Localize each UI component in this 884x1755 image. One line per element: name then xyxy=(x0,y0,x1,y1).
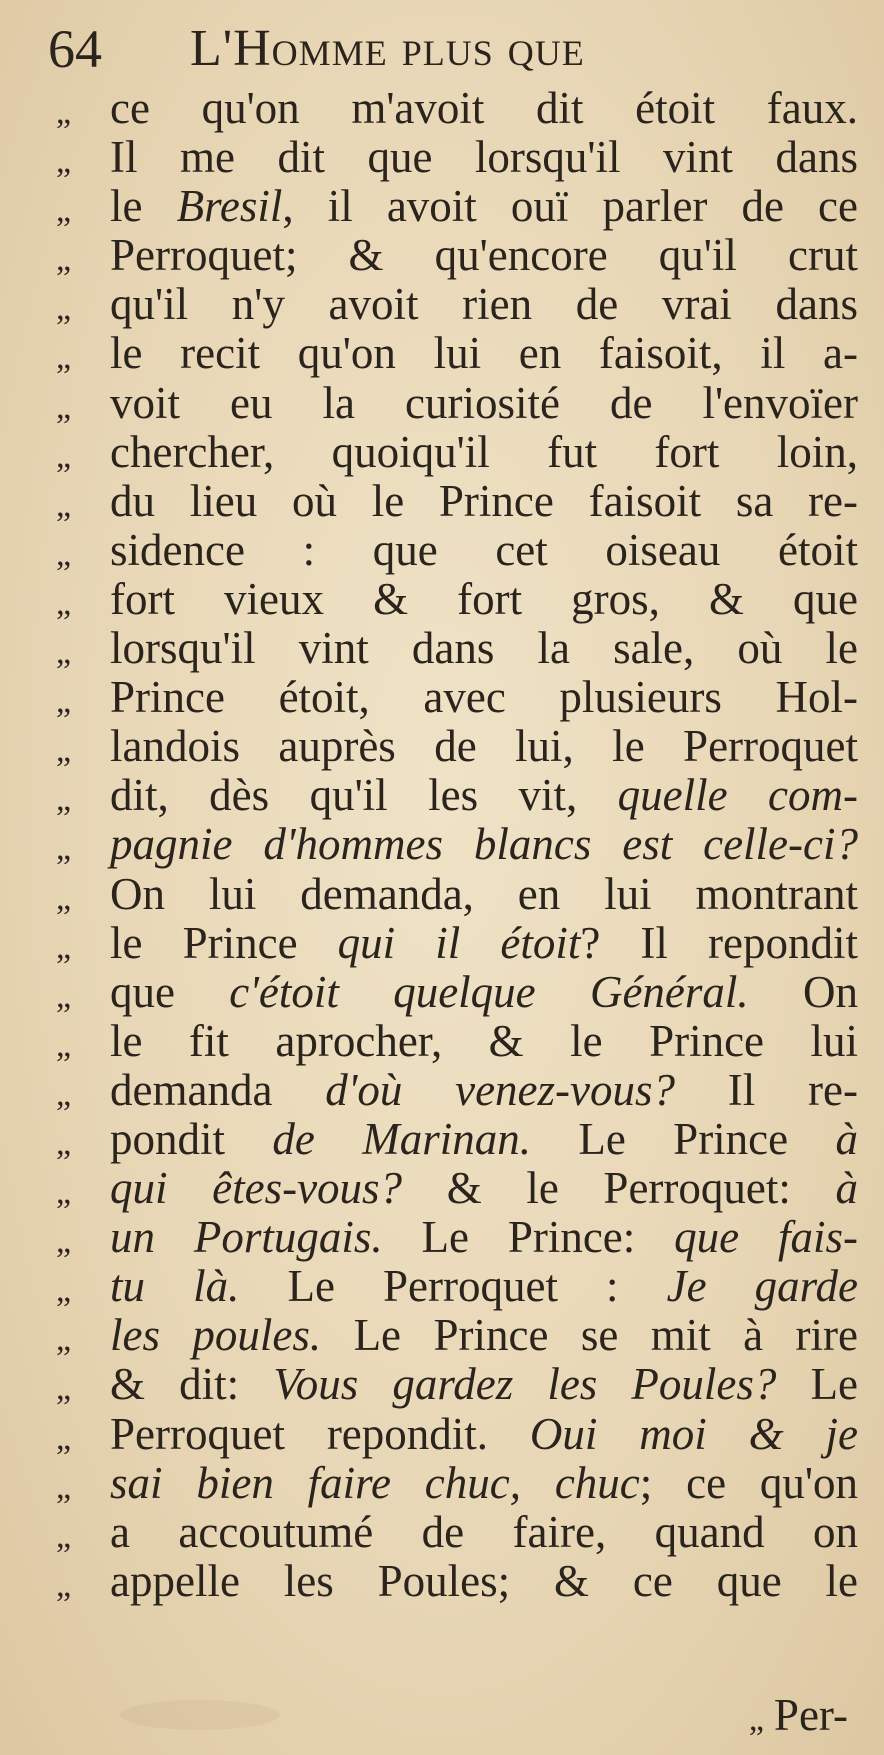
line-text: pondit de Marinan. Le Prince à xyxy=(110,1113,858,1164)
line-text: Perroquet repondit. Oui moi & je xyxy=(110,1408,858,1459)
line-text: landois auprès de lui, le Perroquet xyxy=(110,721,858,772)
text-line xyxy=(48,1164,862,1213)
quote-mark: „ xyxy=(56,634,70,672)
line-text: tu là. Le Perroquet : Je garde xyxy=(110,1261,858,1312)
quote-mark: „ xyxy=(56,830,70,868)
line-text: demanda d'où venez-vous? Il re- xyxy=(110,1064,859,1115)
line-text: voit eu la curiosité de l'envoïer xyxy=(110,377,858,428)
quote-mark: „ xyxy=(56,192,70,230)
text-line xyxy=(48,1459,862,1508)
text-line xyxy=(48,477,862,526)
line-text: chercher, quoiqu'il fut fort loin, xyxy=(110,426,858,477)
line-text: qui êtes-vous? & le Perroquet: à xyxy=(110,1163,858,1214)
line-text: sai bien faire chuc, chuc; ce qu'on xyxy=(110,1457,858,1508)
text-line xyxy=(48,1213,862,1262)
quote-mark: „ xyxy=(56,388,70,426)
catchword xyxy=(749,1690,848,1745)
quote-mark: „ xyxy=(56,290,70,328)
quote-mark: „ xyxy=(56,437,70,475)
text-line xyxy=(48,575,862,624)
text-line xyxy=(48,428,862,477)
text-line xyxy=(48,379,862,428)
text-line xyxy=(48,329,862,378)
line-text: les poules. Le Prince se mit à rire xyxy=(110,1310,858,1361)
running-title: L'Homme plus que xyxy=(190,20,585,77)
line-text: pagnie d'hommes blancs est celle-ci? xyxy=(110,819,858,870)
line-text: a accoutumé de faire, quand on xyxy=(110,1506,858,1557)
line-text: du lieu où le Prince faisoit sa re- xyxy=(110,475,858,526)
line-text: Prince étoit, avec plusieurs Hol- xyxy=(110,672,858,723)
quote-mark: „ xyxy=(56,584,70,622)
quote-mark: „ xyxy=(56,1272,70,1310)
line-text: le fit aprocher, & le Prince lui xyxy=(110,1015,858,1066)
quote-mark: „ xyxy=(56,1026,70,1064)
quote-mark: „ xyxy=(56,928,70,966)
text-line xyxy=(48,133,862,182)
line-text: dit, dès qu'il les vit, quelle com- xyxy=(110,770,858,821)
text-line xyxy=(48,1410,862,1459)
line-text: On lui demanda, en lui montrant xyxy=(110,868,858,919)
line-text: que c'étoit quelque Général. On xyxy=(110,966,858,1017)
quote-mark: „ xyxy=(56,1419,70,1457)
line-text: Il me dit que lorsqu'il vint dans xyxy=(110,132,858,183)
text-line xyxy=(48,1115,862,1164)
quote-mark: „ xyxy=(56,535,70,573)
quote-mark: „ xyxy=(56,1075,70,1113)
quote-mark: „ xyxy=(56,1174,70,1212)
text-line xyxy=(48,1557,862,1606)
line-text: le recit qu'on lui en faisoit, il a- xyxy=(110,328,858,379)
text-line xyxy=(48,1311,862,1360)
text-line xyxy=(48,231,862,280)
text-line xyxy=(48,1508,862,1557)
text-line xyxy=(48,771,862,820)
quote-mark: „ xyxy=(56,879,70,917)
quote-mark: „ xyxy=(56,1124,70,1162)
quote-mark: „ xyxy=(56,732,70,770)
page-header xyxy=(48,14,844,84)
quote-mark: „ xyxy=(56,1223,70,1261)
quote-mark: „ xyxy=(56,1370,70,1408)
line-text: ce qu'on m'avoit dit étoit faux. xyxy=(110,83,858,133)
line-text: un Portugais. Le Prince: que fais- xyxy=(110,1212,858,1263)
text-line xyxy=(48,526,862,575)
text-line xyxy=(48,182,862,231)
text-line xyxy=(48,919,862,968)
line-text: lorsqu'il vint dans la sale, où le xyxy=(110,623,858,674)
text-line xyxy=(48,673,862,722)
quote-mark: „ xyxy=(56,683,70,721)
quote-mark: „ xyxy=(56,977,70,1015)
text-line xyxy=(48,1262,862,1311)
line-text: fort vieux & fort gros, & que xyxy=(110,573,858,624)
paper-stain xyxy=(120,1700,280,1730)
quote-mark: „ xyxy=(56,1566,70,1604)
text-line xyxy=(48,722,862,771)
text-line xyxy=(48,1017,862,1066)
quote-mark: „ xyxy=(56,94,70,131)
quote-mark: „ xyxy=(56,143,70,181)
quote-mark: „ xyxy=(56,486,70,524)
quote-mark: „ xyxy=(56,781,70,819)
quote-mark: „ xyxy=(56,1321,70,1359)
text-line xyxy=(48,870,862,919)
line-text: qu'il n'y avoit rien de vrai dans xyxy=(110,279,858,330)
page-number: 64 xyxy=(48,19,102,79)
text-line xyxy=(48,280,862,329)
text-line xyxy=(48,84,862,133)
quote-mark: „ xyxy=(56,1468,70,1506)
text-line xyxy=(48,624,862,673)
quote-mark: „ xyxy=(56,1517,70,1555)
line-text: & dit: Vous gardez les Poules? Le xyxy=(110,1359,858,1410)
line-text: sidence : que cet oiseau étoit xyxy=(110,524,858,575)
line-text: le Prince qui il étoit? Il repondit xyxy=(110,917,858,968)
text-line xyxy=(48,1360,862,1409)
quote-mark: „ xyxy=(56,241,70,279)
line-text: appelle les Poules; & ce que le xyxy=(110,1555,858,1606)
quote-mark: „ xyxy=(56,339,70,377)
line-text: le Bresil, il avoit ouï parler de ce xyxy=(110,181,859,232)
text-line xyxy=(48,820,862,869)
line-text: Perroquet; & qu'encore qu'il crut xyxy=(110,230,858,281)
page-body xyxy=(48,84,862,1606)
text-line xyxy=(48,1066,862,1115)
text-line xyxy=(48,968,862,1017)
catchword-text: Per- xyxy=(773,1690,848,1740)
quote-mark: „ xyxy=(748,1701,764,1738)
